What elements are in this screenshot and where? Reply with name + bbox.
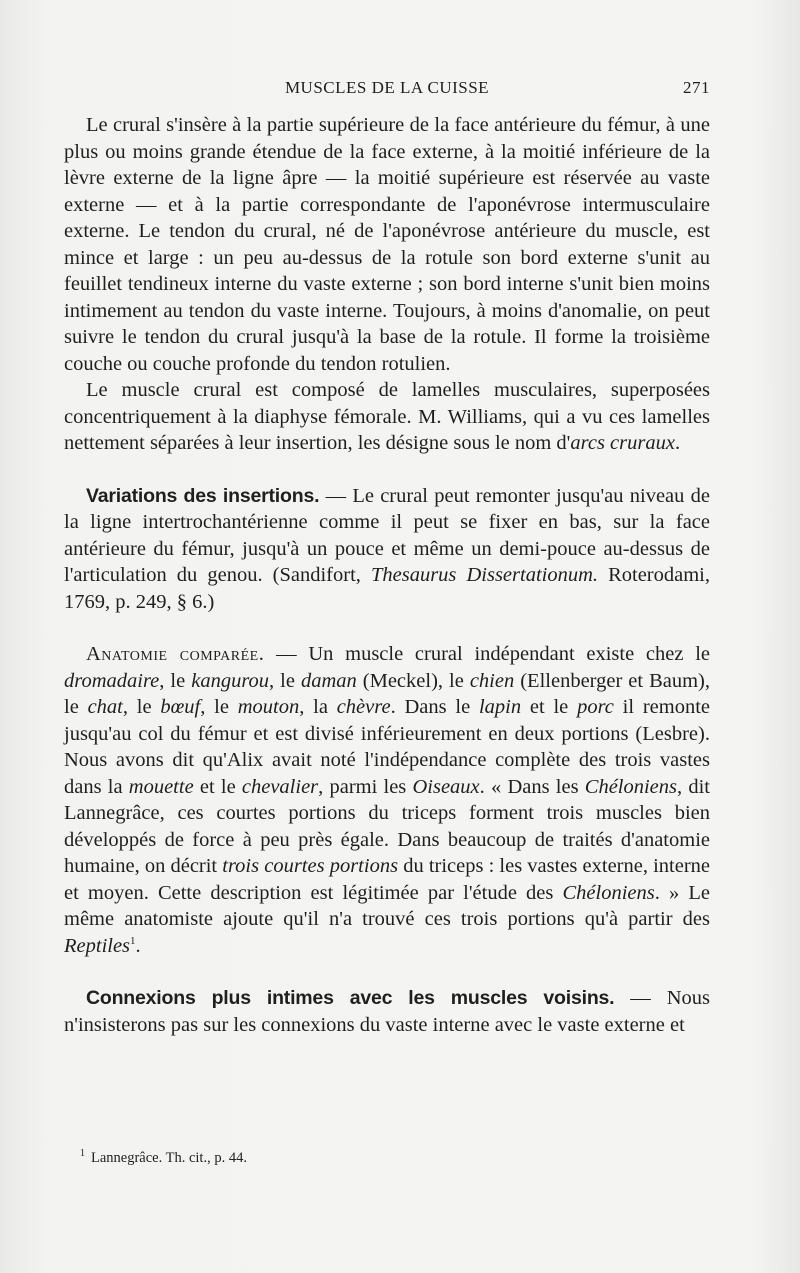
italic-term: chien bbox=[469, 669, 515, 692]
italic-title: Thesaurus Dissertationum. bbox=[370, 564, 599, 586]
paragraph-connexions bbox=[64, 985, 710, 1038]
footnote-reference: 1 bbox=[130, 934, 136, 947]
paragraph-text: — Le crural peut remonter jusqu'au niveau de la ligne intertrochantérienne comme il peut se fixer en bas, sur la face antérieure du fémur, jusqu'à un pouce et même un demi-pouce au-dessus de l'articulation du genou. (Sandifort, bbox=[64, 484, 710, 586]
paragraph-text: (Ellenberger et Baum), le bbox=[64, 669, 711, 718]
paragraph-text: et le bbox=[193, 775, 242, 798]
paragraph-text: il remonte jusqu'au col du fémur et est divisé inférieurement en deux portions (Lesbre). Nous avons dit qu'Alix avait noté l'indépendance complète des trois vastes dans la bbox=[64, 696, 711, 798]
paragraph-text: , le bbox=[122, 696, 161, 718]
paragraph-text: . bbox=[135, 934, 141, 957]
paragraph-text: et le bbox=[521, 696, 578, 718]
paragraph-text: , le bbox=[269, 669, 301, 692]
section-gap bbox=[64, 615, 710, 641]
paragraph-variations bbox=[64, 483, 710, 616]
section-heading: Anatomie comparée. bbox=[86, 643, 265, 665]
running-title: MUSCLES DE LA CUISSE bbox=[284, 78, 490, 97]
paragraph-text: Roterodami, 1769, p. 249, § 6.) bbox=[64, 564, 710, 613]
paragraph-text: . bbox=[674, 432, 681, 454]
page-body bbox=[64, 112, 710, 1038]
section-gap bbox=[64, 959, 710, 985]
italic-term: arcs cruraux bbox=[570, 432, 675, 454]
italic-term: lapin bbox=[478, 696, 522, 718]
paragraph-text: — Un muscle crural indépendant existe chez le bbox=[264, 643, 710, 665]
paragraph-text: . Dans le bbox=[390, 696, 479, 718]
paragraph-crural-lamelles bbox=[64, 377, 710, 457]
italic-term: mouton bbox=[237, 696, 300, 718]
italic-term: porc bbox=[577, 696, 614, 718]
italic-term: daman bbox=[300, 669, 357, 692]
paragraph-text: — Nous n'insisterons pas sur les connexions du vaste interne avec le vaste externe et bbox=[64, 987, 710, 1036]
paragraph-text: , la bbox=[299, 696, 337, 718]
italic-term: chèvre bbox=[336, 696, 391, 718]
paragraph-text: , dit Lannegrâce, ces courtes portions du triceps forment trois muscles bien développés de force à peu près égale. Dans beaucoup de traités d'anatomie humaine, on décrit bbox=[64, 775, 710, 877]
italic-term: mouette bbox=[128, 775, 194, 798]
italic-term: Oiseaux bbox=[412, 775, 480, 798]
footnote-text: Lannegrâce. Th. cit., p. 44. bbox=[91, 1149, 247, 1166]
italic-term: dromadaire bbox=[64, 669, 160, 692]
italic-term: trois courtes portions bbox=[222, 855, 399, 877]
section-heading: Connexions plus intimes avec les muscles voisins. bbox=[86, 987, 615, 1009]
page-header bbox=[64, 78, 710, 102]
italic-term: chevalier bbox=[241, 775, 319, 798]
paragraph-text: . » Le même anatomiste ajoute qu'il n'a trouvé ces trois portions qu'à partir des bbox=[64, 881, 710, 930]
paragraph-text: Le muscle crural est composé de lamelles musculaires, superposées concentriquement à la diaphyse fémorale. M. Williams, qui a vu ces lamelles nettement séparées à leur insertion, les désigne sous le nom d' bbox=[64, 379, 710, 454]
footnote bbox=[80, 1148, 247, 1167]
italic-term: chat bbox=[87, 696, 123, 718]
page-number: 271 bbox=[683, 78, 710, 97]
paragraph-text: . « Dans les bbox=[479, 775, 585, 798]
paragraph-text: , le bbox=[200, 696, 238, 718]
paragraph-text: du triceps : les vastes externe, interne et moyen. Cette description est légitimée par l'étude des bbox=[64, 855, 711, 904]
paragraph-crural-insertion bbox=[64, 112, 710, 377]
paragraph-text: , parmi les bbox=[318, 775, 413, 798]
paragraph-text: Le crural s'insère à la partie supérieure de la face antérieure du fémur, à une plus ou moins grande étendue de la face externe, à la moitié inférieure de la lèvre externe de la ligne âpre — la moitié supérieure est réservée au vaste externe — et à la partie correspondante de l'aponévrose intermusculaire externe. Le tendon du crural, né de l'aponévrose antérieure du muscle, est mince et large : un peu au-dessus de la rotule son bord externe s'unit au feuillet tendineux interne du vaste externe ; son bord interne s'unit bien moins intimement au tendon du vaste interne. Toujours, à moins d'anomalie, on peut suivre le tendon du crural jusqu'à la base de la rotule. Il forme la troisième couche ou couche profonde du tendon rotulien. bbox=[64, 114, 710, 375]
paragraph-text: (Meckel), le bbox=[356, 669, 470, 692]
italic-term: Chéloniens bbox=[584, 775, 678, 798]
italic-term: Chéloniens bbox=[562, 881, 655, 904]
footnote-mark: 1 bbox=[80, 1148, 85, 1159]
italic-term: kangurou bbox=[191, 669, 270, 692]
section-heading: Variations des insertions. bbox=[86, 484, 320, 507]
italic-term: Reptiles bbox=[64, 934, 131, 957]
italic-term: bœuf bbox=[160, 696, 201, 718]
section-gap bbox=[64, 457, 710, 483]
paragraph-text: , le bbox=[159, 669, 192, 692]
paragraph-anatomie-comparee bbox=[64, 641, 710, 959]
